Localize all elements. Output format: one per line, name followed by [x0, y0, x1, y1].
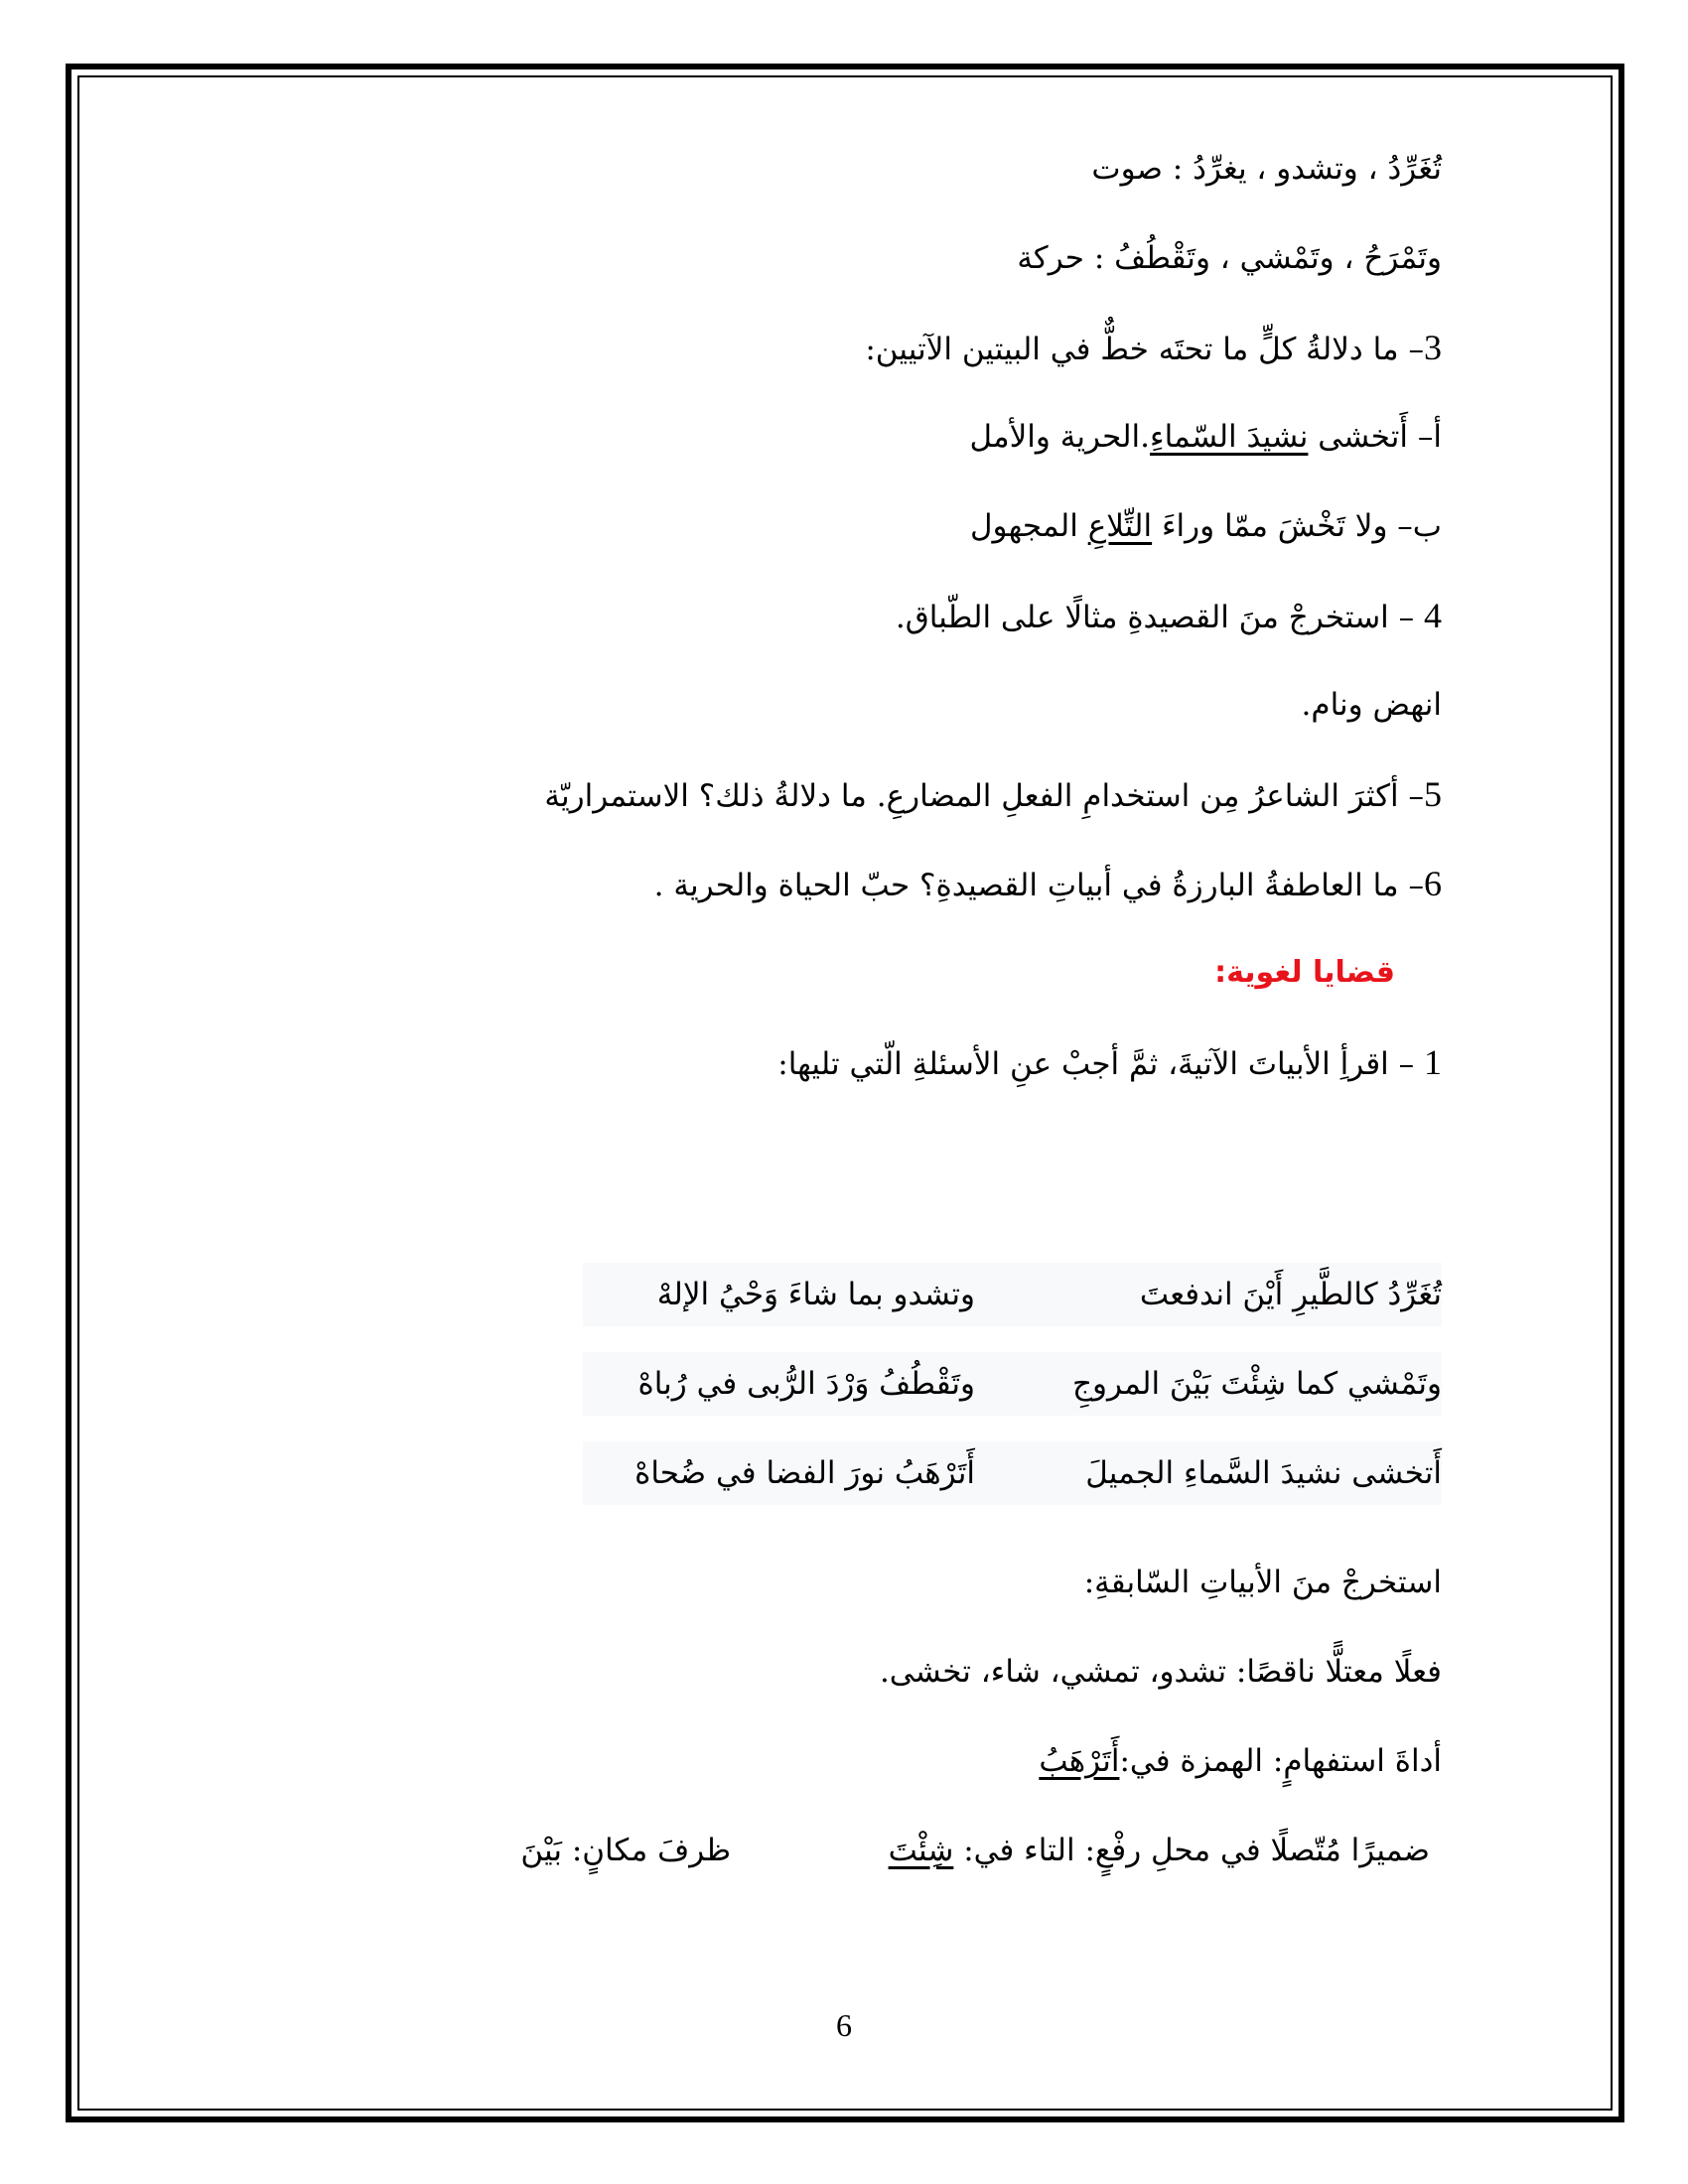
question-3: [865, 326, 1442, 371]
verse-row: [583, 1352, 1442, 1416]
question-4-answer: انهض ونام.: [1301, 687, 1442, 723]
item-b-underlined: التِّلاعِ: [1087, 508, 1153, 544]
verse-first-hemistich: تُغَرِّدُ كالطَّيرِ أَيْنَ اندفعتَ: [1139, 1277, 1442, 1312]
question-5-text: – أكثرَ الشاعرُ مِن استخدامِ الفعلِ المضارعِ. ما دلالةُ ذلك؟ الاستمراريّة: [544, 778, 1424, 814]
question-6: [654, 862, 1442, 907]
item-b-prefix: ب– ولا تَخْشَ ممّا وراءَ: [1152, 508, 1442, 544]
answer-interrogative: [1039, 1739, 1442, 1783]
verse-row: [583, 1263, 1442, 1326]
question-4: [896, 594, 1442, 639]
answer-sound-words: تُغَرِّدُ ، وتشدو ، يغرِّدُ : صوت: [1091, 151, 1442, 187]
extract-instruction: استخرجْ منَ الأبياتِ السّابقةِ:: [1083, 1565, 1442, 1600]
section-question-1-number: 1: [1424, 1042, 1442, 1082]
verse-second-hemistich: أَتَرْهَبُ نورَ الفضا في ضُحاهْ: [634, 1455, 975, 1491]
item-a-answer: .الحرية والأمل: [969, 419, 1150, 455]
section-heading: قضايا لغوية:: [1214, 955, 1395, 990]
item-a-underlined: نشيدَ السّماءِ: [1150, 419, 1309, 455]
section-question-1: [777, 1040, 1442, 1086]
question-3-text: – ما دلالةُ كلٍّ ما تحتَه خطٌّ في البيتين الآتيين:: [865, 332, 1424, 367]
question-3-number: 3: [1424, 328, 1442, 367]
answer-interrogative-label: أداةَ استفهامٍ: الهمزة في:: [1119, 1743, 1442, 1779]
answer-interrogative-word: أَتَرْهَبُ: [1039, 1743, 1120, 1779]
verse-first-hemistich: وتَمْشي كما شِئْتَ بَيْنَ المروجِ: [1072, 1366, 1442, 1402]
verse-second-hemistich: وتَقْطُفُ وَرْدَ الرُّبى في رُباهْ: [637, 1366, 975, 1402]
answer-motion-words: وتَمْرَحُ ، وتَمْشي ، وتَقْطُفُ : حركة: [1017, 240, 1442, 276]
answer-pronoun-label: ضميرًا مُتّصلًا في محلِ رفْعٍ: التاء في:: [953, 1833, 1430, 1868]
page-border-inner: [77, 75, 1613, 2111]
section-question-1-text: – اقرأِ الأبياتَ الآتيةَ، ثمَّ أجبْ عنِ الأسئلةِ الّتي تليها:: [777, 1046, 1424, 1082]
verse-second-hemistich: وتشدو بما شاءَ وَحْيُ الإلهْ: [656, 1277, 975, 1312]
page-number: 6: [836, 2007, 852, 2043]
verse-first-hemistich: أَتخشى نشيدَ السَّماءِ الجميلَ: [1085, 1455, 1442, 1491]
question-5-number: 5: [1424, 774, 1442, 814]
item-a: [970, 415, 1442, 459]
question-5: [544, 772, 1442, 818]
question-6-text: – ما العاطفةُ البارزةُ في أبياتِ القصيدةِ؟ حبّ الحياة والحرية .: [653, 868, 1424, 903]
question-6-number: 6: [1424, 864, 1442, 903]
question-4-text: – استخرجْ منَ القصيدةِ مثالًا على الطّباق.: [895, 600, 1424, 635]
verse-row: [583, 1441, 1442, 1505]
answer-adverb: ظرفَ مكانٍ: بَيْنَ: [520, 1833, 731, 1868]
item-b-answer: المجهول: [970, 508, 1088, 544]
answer-pronoun: [889, 1829, 1430, 1872]
item-b: [970, 504, 1442, 548]
question-4-number: 4: [1424, 596, 1442, 635]
answer-defective-verb: فعلًا معتلًّا ناقصًا: تشدو، تمشي، شاء، تخشى.: [879, 1654, 1442, 1690]
answer-pronoun-word: شِئْتَ: [888, 1833, 954, 1868]
item-a-prefix: أ– أَتخشى: [1308, 419, 1442, 455]
